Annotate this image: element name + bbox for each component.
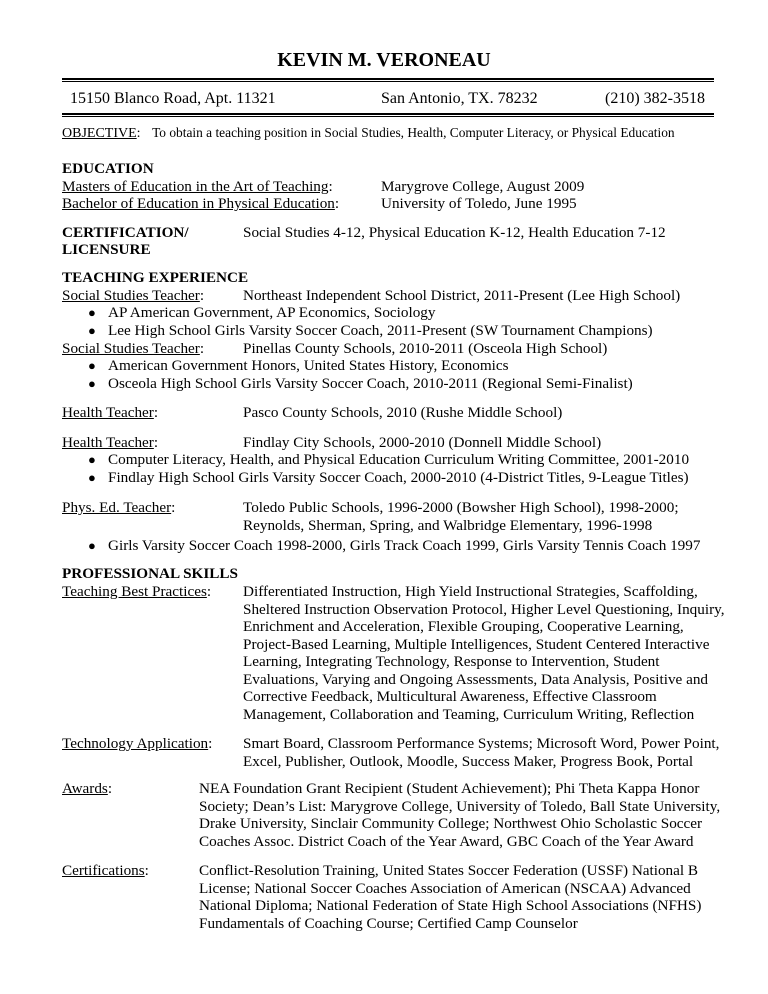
bullet-icon: ●	[88, 452, 96, 467]
job-4-bullet-2: Findlay High School Girls Varsity Soccer Coach, 2000-2010 (4-District Titles, 9-League Titles)	[108, 469, 689, 486]
education-school-1: Marygrove College, August 2009	[381, 178, 585, 195]
certifications-label: Certifications:	[62, 862, 149, 879]
teaching-practices-line: Differentiated Instruction, High Yield Instructional Strategies, Scaffolding,	[243, 583, 698, 600]
job-1-bullet-1: AP American Government, AP Economics, Sociology	[108, 304, 436, 321]
job-title-4: Health Teacher:	[62, 434, 159, 451]
certification-heading-line1: CERTIFICATION/	[62, 224, 189, 241]
job-employer-1: Northeast Independent School District, 2011-Present (Lee High School)	[243, 287, 681, 304]
header-rule-top-thin	[62, 81, 714, 82]
certifications-line: License; National Soccer Coaches Association of American (NSCAA) Advanced	[199, 879, 691, 897]
certifications-line: National Diploma; National Federation of State High School Associations (NFHS)	[199, 897, 702, 914]
header-rule-bottom-thin	[62, 116, 714, 117]
certification-heading-line2: LICENSURE	[62, 241, 151, 258]
header-rule-top	[62, 78, 714, 80]
job-title-3: Health Teacher:	[62, 404, 159, 421]
awards-line: Society; Dean’s List: Marygrove College, University of Toledo, Ball State University,	[199, 797, 721, 815]
objective-colon: :	[136, 126, 141, 141]
technology-line: Smart Board, Classroom Performance Systems; Microsoft Word, Power Point,	[243, 735, 720, 752]
skills-heading: PROFESSIONAL SKILLS	[62, 565, 238, 582]
job-employer-4: Findlay City Schools, 2000-2010 (Donnell Middle School)	[243, 434, 602, 451]
job-employer-3: Pasco County Schools, 2010 (Rushe Middle School)	[243, 404, 563, 421]
awards-label: Awards:	[62, 780, 113, 797]
job-employer-5-line2: Reynolds, Sherman, Spring, and Walbridge Elementary, 1996-1998	[243, 517, 653, 534]
objective-text: To obtain a teaching position in Social Studies, Health, Computer Literacy, or Physical Education	[152, 125, 675, 140]
city-state-zip: San Antonio, TX. 78232	[381, 90, 538, 107]
candidate-name: KEVIN M. VERONEAU	[277, 49, 491, 71]
teaching-practices-line: Management, Collaboration and Teaming, Curriculum Writing, Reflection	[243, 705, 695, 723]
bullet-icon: ●	[88, 358, 96, 373]
teaching-practices-line: Evaluations, Varying and Ongoing Assessments, Data Analysis, Positive and	[243, 670, 709, 688]
job-1-bullet-2: Lee High School Girls Varsity Soccer Coach, 2011-Present (SW Tournament Champions)	[108, 322, 653, 339]
header-rule-bottom	[62, 113, 714, 115]
teaching-practices-line: Corrective Feedback, Multicultural Awareness, Effective Classroom	[243, 688, 657, 705]
bullet-icon: ●	[88, 538, 96, 553]
job-employer-5-line1: Toledo Public Schools, 1996-2000 (Bowsher High School), 1998-2000;	[243, 499, 679, 516]
phone-number: (210) 382-3518	[605, 90, 705, 107]
bullet-icon: ●	[88, 376, 96, 391]
objective-label: OBJECTIVE	[62, 126, 137, 141]
education-school-2: University of Toledo, June 1995	[381, 195, 577, 212]
certification-text: Social Studies 4-12, Physical Education K-12, Health Education 7-12	[243, 224, 666, 241]
job-4-bullet-1: Computer Literacy, Health, and Physical Education Curriculum Writing Committee, 2001-2010	[108, 451, 690, 468]
bullet-icon: ●	[88, 470, 96, 485]
job-5-bullet-1: Girls Varsity Soccer Coach 1998-2000, Girls Track Coach 1999, Girls Varsity Tennis Coach 1997	[108, 537, 701, 554]
education-degree-1: Masters of Education in the Art of Teaching:	[62, 178, 333, 195]
job-2-bullet-2: Osceola High School Girls Varsity Soccer Coach, 2010-2011 (Regional Semi-Finalist)	[108, 375, 633, 392]
street-address: 15150 Blanco Road, Apt. 11321	[70, 90, 276, 107]
job-title-1: Social Studies Teacher:	[62, 287, 205, 304]
education-heading: EDUCATION	[62, 160, 154, 177]
teaching-practices-line: Enrichment and Acceleration, Flexible Grouping, Cooperative Learning,	[243, 618, 684, 635]
objective-section	[62, 125, 675, 142]
awards-line: NEA Foundation Grant Recipient (Student Achievement); Phi Theta Kappa Honor	[199, 780, 700, 797]
teaching-practices-line: Project-Based Learning, Multiple Intelligences, Student Centered Interactive	[243, 635, 710, 653]
teaching-practices-line: Learning, Integrating Technology, Response to Intervention, Student	[243, 653, 660, 670]
bullet-icon: ●	[88, 323, 96, 338]
technology-line: Excel, Publisher, Outlook, Moodle, Success Maker, Progress Book, Portal	[243, 752, 694, 770]
job-2-bullet-1: American Government Honors, United States History, Economics	[108, 357, 509, 374]
certifications-line: Conflict-Resolution Training, United States Soccer Federation (USSF) National B	[199, 862, 699, 879]
job-employer-2: Pinellas County Schools, 2010-2011 (Osceola High School)	[243, 340, 608, 357]
bullet-icon: ●	[88, 305, 96, 320]
job-title-5: Phys. Ed. Teacher:	[62, 499, 176, 516]
awards-line: Drake University, Sinclair Community College; Northwest Ohio Scholastic Soccer	[199, 815, 703, 832]
certifications-line: Fundamentals of Coaching Course; Certified Camp Counselor	[199, 914, 578, 932]
teaching-practices-label: Teaching Best Practices:	[62, 583, 212, 600]
teaching-practices-line: Sheltered Instruction Observation Protocol, Higher Level Questioning, Inquiry,	[243, 600, 725, 618]
education-degree-2: Bachelor of Education in Physical Education:	[62, 195, 340, 212]
job-title-2: Social Studies Teacher:	[62, 340, 205, 357]
awards-line: Coaches Assoc. District Coach of the Year Award, GBC Coach of the Year Award	[199, 832, 694, 850]
experience-heading: TEACHING EXPERIENCE	[62, 269, 249, 286]
technology-label: Technology Application:	[62, 735, 213, 752]
